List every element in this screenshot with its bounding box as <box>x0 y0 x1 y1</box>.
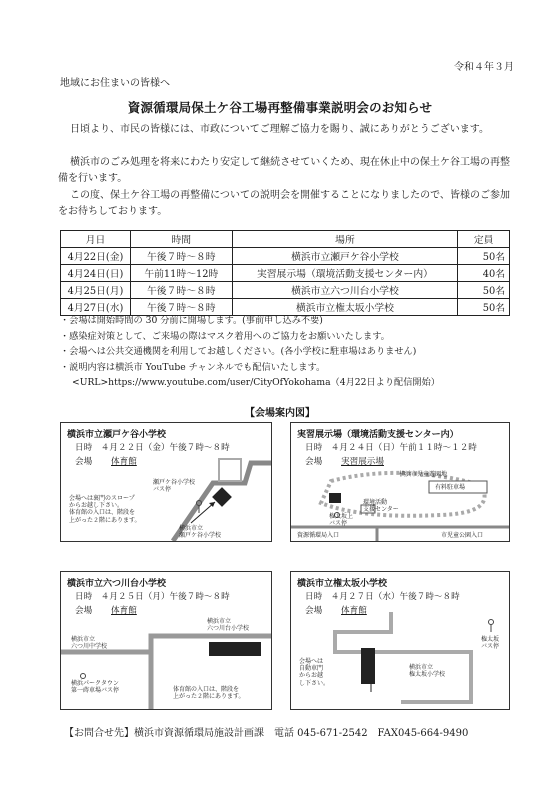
map-exhibition-hall-datetime: 日時 ４月２４日（日）午前１１時～１２時 <box>305 443 477 453</box>
map-mutsukawadai-bus-stop-label: 横浜パークタウン 第一蒔車場バス停 <box>71 680 120 695</box>
map-mutsukawadai-venue: 体育館 <box>111 606 137 616</box>
table-row <box>61 265 510 282</box>
row-place: 横浜市立瀬戸ケ谷小学校 <box>232 248 458 265</box>
map-gontazaka-title: 横浜市立権太坂小学校 <box>297 579 388 589</box>
map-mutsukawadai-venue-label: 会場 <box>75 606 93 616</box>
row-capacity: 40名 <box>458 265 510 282</box>
map-exhibition-hall-park-label: 横浜市児童遊園地 <box>399 471 448 478</box>
map-setogaya-venue-label: 会場 <box>75 457 93 467</box>
intro-paragraph: 日頃より、市民の皆様には、市政についてご理解ご協力を賜り、誠にありがとうございます。 <box>70 124 489 135</box>
header-capacity: 定員 <box>458 231 510 248</box>
row-date: 4月24日(日) <box>61 265 131 282</box>
header-time: 時間 <box>130 231 232 248</box>
notes-list <box>60 313 440 391</box>
map-exhibition-hall <box>290 422 510 542</box>
map-gontazaka <box>290 571 510 710</box>
map-section-heading: 【会場案内図】 <box>245 408 315 419</box>
map-exhibition-hall-bus-stop-label: 権太坂上 バス停 <box>329 513 354 528</box>
map-exhibition-hall-center-label: 環境活動 支援センター <box>363 499 399 514</box>
note-youtube: ・説明内容は横浜市 YouTube チャンネルでも配信いたします。 <box>60 361 326 373</box>
map-setogaya-venue: 体育館 <box>111 457 137 467</box>
row-place: 実習展示場（環境活動支援センター内） <box>232 265 458 282</box>
map-exhibition-hall-parking-label: 有料駐車場 <box>435 484 466 491</box>
map-setogaya-school-label: 横浜市立 瀬戸ケ谷小学校 <box>179 525 222 540</box>
row-time: 午前11時～12時 <box>130 265 232 282</box>
row-date: 4月22日(金) <box>61 248 131 265</box>
table-row <box>61 282 510 299</box>
note-transport: ・会場へは公共交通機関を利用してお越しください。(各小学校に駐車場はありません) <box>60 346 417 357</box>
row-place: 横浜市立権太坂小学校 <box>232 299 458 316</box>
greeting: 地域にお住まいの皆様へ <box>60 78 170 89</box>
map-mutsukawadai-access-note: 体育館の入口は、階段を 上がった２階にあります。 <box>173 686 245 701</box>
row-date: 4月25日(月) <box>61 282 131 299</box>
map-gontazaka-bus-stop-label: 権太坂 バス停 <box>481 636 500 651</box>
row-capacity: 50名 <box>458 282 510 299</box>
note-url: <URL>https://www.youtube.com/user/CityOfYokohama（4月22日より配信開始） <box>72 377 440 388</box>
note-opening: ・会場は開始時間の 30 分前に開場します。(事前申し込み不要) <box>60 315 323 326</box>
map-gontazaka-access-note: 会場へは 自動車門 からお越 し下さい。 <box>299 658 330 687</box>
invitation-paragraph: この度、保土ケ谷工場の再整備についての説明会を開催することになりましたので、皆様のご参加をお待ちしております。 <box>58 190 510 217</box>
issue-date: 令和４年３月 <box>454 62 514 73</box>
schedule-table <box>60 230 510 316</box>
map-gontazaka-venue-label: 会場 <box>305 606 323 616</box>
schedule-header-row <box>61 231 510 248</box>
row-time: 午後７時～８時 <box>130 299 232 316</box>
map-mutsukawadai-school-label: 横浜市立 六つ川台小学校 <box>207 618 250 633</box>
notice-title: 資源循環局保土ケ谷工場再整備事業説明会のお知らせ <box>127 100 433 115</box>
purpose-paragraph: 横浜市のごみ処理を将来にわたり安定して継続させていくため、現在休止中の保土ケ谷工場の再整備を行います。 <box>58 157 510 184</box>
map-mutsukawadai-datetime: 日時 ４月２５日（月）午後７時～８時 <box>75 592 230 602</box>
header-place: 場所 <box>232 231 458 248</box>
map-exhibition-hall-park-entrance-label: 市児童公園入口 <box>441 532 484 539</box>
note-masks: ・感染症対策として、ご来場の際はマスク着用へのご協力をお願いいたします。 <box>60 330 390 342</box>
map-exhibition-hall-entrance-label: 資源循環局入口 <box>297 532 340 539</box>
row-capacity: 50名 <box>458 248 510 265</box>
map-setogaya-bus-stop-label: 瀬戸ケ谷小学校 バス停 <box>153 479 196 494</box>
map-exhibition-hall-venue: 実習展示場 <box>341 457 384 467</box>
row-time: 午後７時～８時 <box>130 282 232 299</box>
map-setogaya-access-note: 会場へは裏門のスロープ からお越し下さい。 体育館の入口は、階段を 上がった２階にあります。 <box>69 495 141 524</box>
map-gontazaka-school-label: 横浜市立 権太坂小学校 <box>409 664 446 679</box>
map-mutsukawadai <box>60 571 272 710</box>
map-gontazaka-datetime: 日時 ４月２７日（水）午後７時～８時 <box>305 592 460 602</box>
map-exhibition-hall-venue-label: 会場 <box>305 457 323 467</box>
map-gontazaka-venue: 体育館 <box>341 606 367 616</box>
map-setogaya-datetime: 日時 ４月２２日（金）午後７時～８時 <box>75 443 230 453</box>
header-date: 月日 <box>61 231 131 248</box>
contact-info: 【お問合せ先】横浜市資源循環局施設計画課 電話 045-671-2542 FAX045-664-9490 <box>64 728 469 739</box>
table-row <box>61 248 510 265</box>
row-place: 横浜市立六つ川台小学校 <box>232 282 458 299</box>
row-date: 4月27日(水) <box>61 299 131 316</box>
map-setogaya <box>60 422 272 542</box>
map-exhibition-hall-title: 実習展示場（環境活動支援センター内） <box>297 430 459 440</box>
row-time: 午後７時～８時 <box>130 248 232 265</box>
map-setogaya-title: 横浜市立瀬戸ケ谷小学校 <box>67 430 167 440</box>
map-mutsukawadai-title: 横浜市立六つ川台小学校 <box>67 579 167 589</box>
map-mutsukawadai-junior-high-label: 横浜市立 六つ川中学校 <box>71 636 108 651</box>
row-capacity: 50名 <box>458 299 510 316</box>
